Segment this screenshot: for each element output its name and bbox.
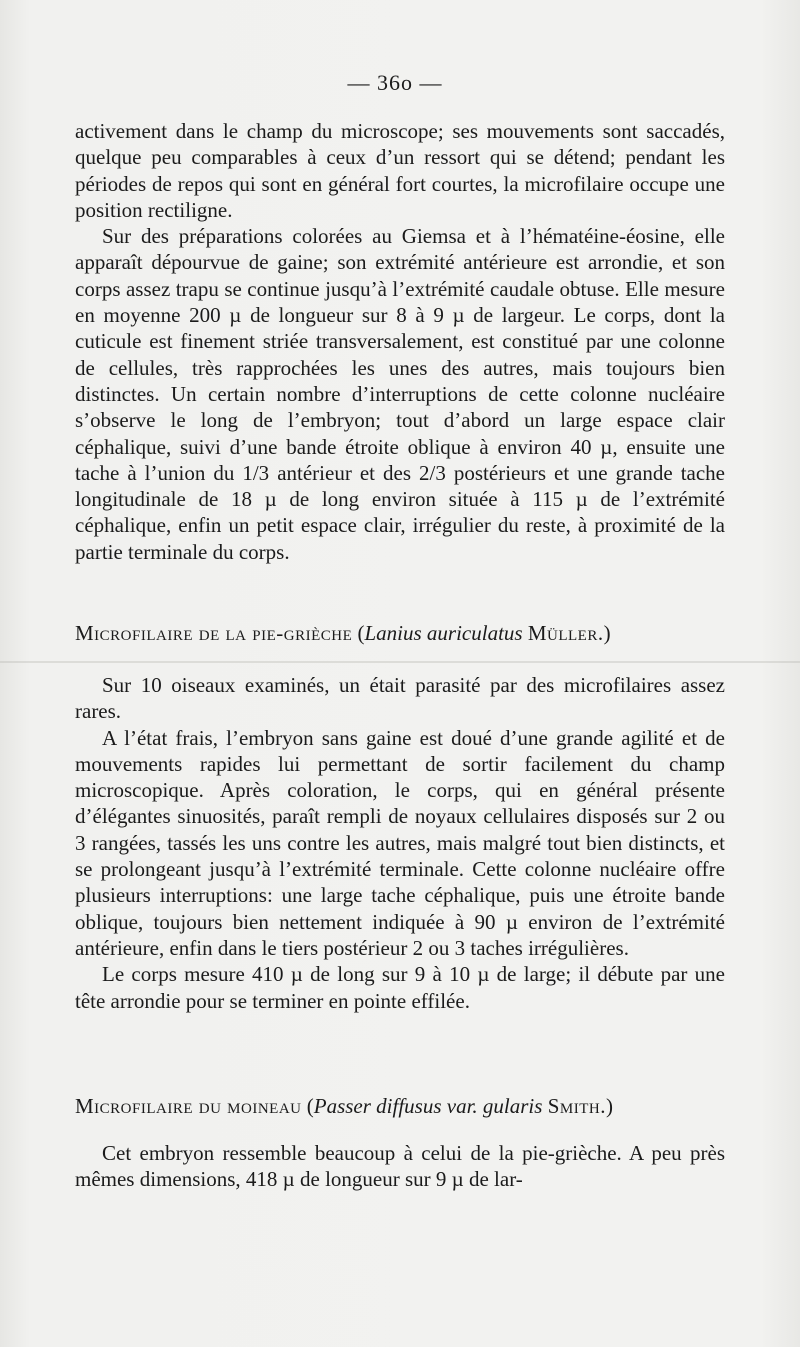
section-heading-pie-grieche: Microfilaire de la pie-grièche (Lanius auriculatus Müller.) [75, 621, 611, 645]
paragraph: Sur des préparations colorées au Giemsa et à l’hématéine-éosine, elle apparaît dépourvue de gaine; son extrémité antérieure est arrondie, et son corps assez trapu se continue jusqu’à l’extrémité caudale obtuse. Elle mesure en moyenne 200 µ de longueur sur 8 à 9 µ de largeur. Le corps, dont la cuticule est finement striée transversalement, est constitué par une colonne de cellules, très rapprochées les unes des autres, mais toujours bien distinctes. Un certain nombre d’interruptions de cette colonne nucléaire s’observe le long de l’embryon; tout d’abord un large espace clair céphalique, suivi d’une bande étroite oblique à environ 40 µ, ensuite une tache à l’union du 1/3 antérieur et des 2/3 postérieurs et une grande tache longitudinale de 18 µ de long environ située à 115 µ de l’extrémité céphalique, enfin un petit espace clair, irrégulier du reste, à proximité de la partie terminale du corps. [75, 224, 725, 564]
heading-author: Müller. [527, 621, 604, 645]
paragraph: Sur 10 oiseaux examinés, un était parasité par des microfilaires assez rares. [75, 673, 725, 724]
page-number: — 36o — [347, 70, 443, 95]
paragraph: Cet embryon ressemble beaucoup à celui de la pie-grièche. A peu près mêmes dimensions, 418 µ de longueur sur 9 µ de lar- [75, 1141, 725, 1192]
heading-title: Microfilaire du moineau [75, 1094, 302, 1118]
page-fold-line [0, 661, 800, 663]
text-block-2 [75, 672, 725, 1014]
heading-species: Passer diffusus var. gularis [313, 1094, 543, 1118]
heading-species: Lanius auriculatus [364, 621, 523, 645]
text-block-3 [75, 1140, 725, 1193]
heading-title: Microfilaire de la pie-grièche [75, 621, 353, 645]
paragraph: activement dans le champ du microscope; ses mouvements sont saccadés, quelque peu comparables à ceux d’un ressort qui se détend; pendant les périodes de repos qui sont en général fort courtes, la microfilaire occupe une position rectiligne. [75, 119, 725, 222]
section-heading-moineau: Microfilaire du moineau (Passer diffusus var. gularis Smith.) [75, 1094, 613, 1118]
paragraph: Le corps mesure 410 µ de long sur 9 à 10 µ de large; il débute par une tête arrondie pour se terminer en pointe effilée. [75, 962, 725, 1013]
paragraph: A l’état frais, l’embryon sans gaine est doué d’une grande agilité et de mouvements rapides lui permettant de sortir facilement du champ microscopique. Après coloration, le corps, qui en général présente d’élégantes sinuosités, paraît rempli de noyaux cellulaires disposés sur 2 ou 3 rangées, tassés les uns contre les autres, mais malgré tout bien distincts, et se prolongeant jusqu’à l’extrémité terminale. Cette colonne nucléaire offre plusieurs interruptions: une large tache céphalique, puis une étroite bande oblique, toujours bien nettement indiquée à 90 µ environ de l’extrémité antérieure, enfin dans le tiers postérieur 2 ou 3 taches irrégulières. [75, 725, 725, 960]
heading-author: Smith. [547, 1094, 606, 1118]
text-block-1 [75, 118, 725, 565]
